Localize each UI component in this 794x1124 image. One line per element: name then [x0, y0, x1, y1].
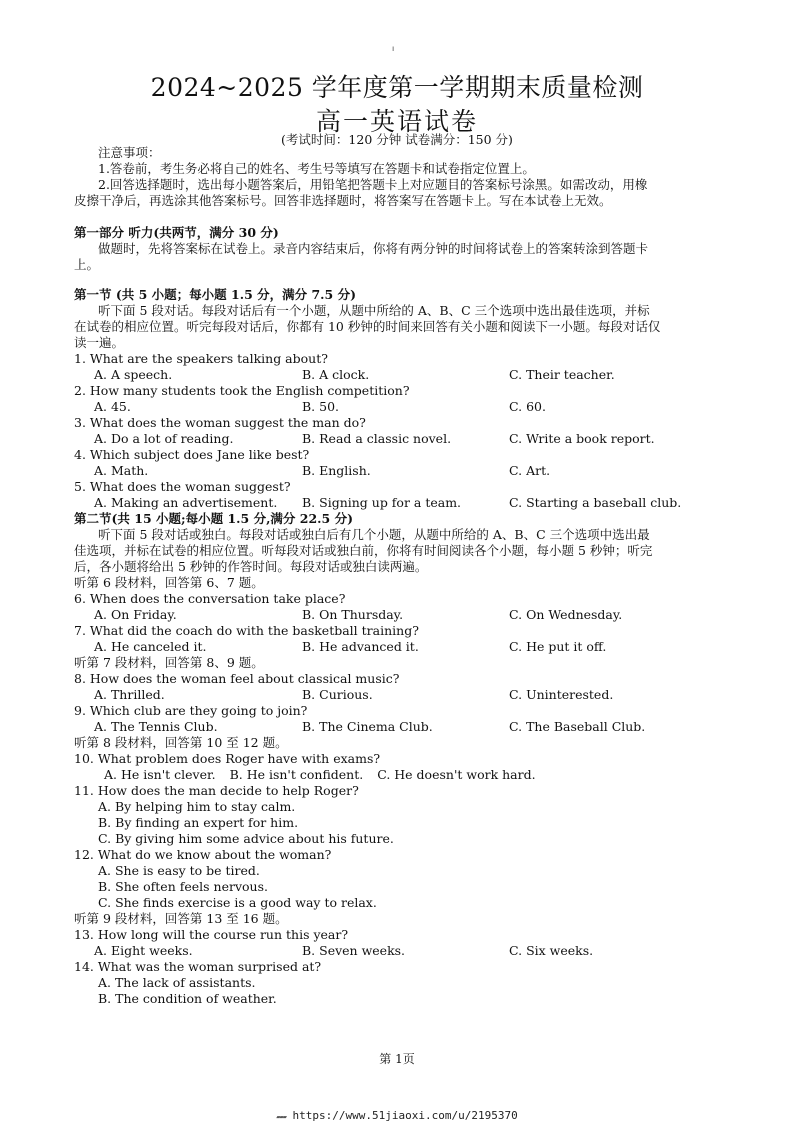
notice-item-2-line-2: 皮擦干净后，再选涂其他答案标号。回答非选择题时，将答案写在答题卡上。写在本试卷上无效。 — [74, 193, 612, 208]
question-stem-14: 14. What was the woman surprised at? — [74, 959, 322, 974]
question-stem-12: 12. What do we know about the woman? — [74, 847, 332, 862]
option-10c: C. He doesn't work hard. — [377, 767, 536, 782]
option-2c: C. 60. — [509, 399, 546, 414]
option-9b: B. The Cinema Club. — [302, 719, 433, 734]
option-9c: C. The Baseball Club. — [509, 719, 646, 734]
question-stem-3: 3. What does the woman suggest the man do? — [74, 415, 366, 430]
option-5a: A. Making an advertisement. — [94, 495, 278, 510]
option-6c: C. On Wednesday. — [509, 607, 623, 622]
question-options-5 — [74, 495, 726, 511]
material-6-instruction: 听第 6 段材料，回答第 6、7 题。 — [74, 575, 264, 590]
option-3b: B. Read a classic novel. — [302, 431, 452, 446]
question-stem-1: 1. What are the speakers talking about? — [74, 351, 328, 366]
option-7c: C. He put it off. — [509, 639, 607, 654]
notice-item-2-line-1: 2.回答选择题时，选出每小题答案后，用铅笔把答题卡上对应题目的答案标号涂黑。如需改动，用橡 — [98, 177, 648, 192]
section2-intro-line-3: 后，各小题将给出 5 秒钟的作答时间。每段对话或独白读两遍。 — [74, 559, 428, 574]
source-url-line — [0, 1109, 794, 1122]
option-12c: C. She finds exercise is a good way to relax. — [98, 895, 377, 910]
notice-heading: 注意事项： — [98, 145, 161, 160]
option-8c: C. Uninterested. — [509, 687, 614, 702]
option-14b: B. The condition of weather. — [98, 991, 277, 1006]
part1-heading: 第一部分 听力(共两节，满分 30 分) — [74, 225, 279, 240]
question-options-13 — [74, 943, 726, 959]
section2-intro-line-1: 听下面 5 段对话或独白。每段对话或独白后有几个小题，从题中所给的 A、B、C 三个选项中选出最 — [98, 527, 650, 542]
option-10b: B. He isn't confident. — [229, 767, 364, 782]
question-stem-10: 10. What problem does Roger have with exams? — [74, 751, 381, 766]
option-3c: C. Write a book report. — [509, 431, 655, 446]
exam-subtitle: 高一英语试卷 — [315, 107, 478, 136]
question-options-1 — [74, 367, 726, 383]
question-options-3 — [74, 431, 726, 447]
option-4b: B. English. — [302, 463, 371, 478]
option-4c: C. Art. — [509, 463, 551, 478]
question-options-7 — [74, 639, 726, 655]
option-1a: A. A speech. — [94, 367, 173, 382]
option-2a: A. 45. — [94, 399, 131, 414]
question-options-9 — [74, 719, 726, 735]
option-9a: A. The Tennis Club. — [94, 719, 218, 734]
option-11c: C. By giving him some advice about his future. — [98, 831, 394, 846]
question-stem-7: 7. What did the coach do with the basketball training? — [74, 623, 419, 638]
option-7a: A. He canceled it. — [94, 639, 207, 654]
question-stem-11: 11. How does the man decide to help Roger? — [74, 783, 359, 798]
section2-intro-line-2: 佳选项，并标在试卷的相应位置。听每段对话或独白前，你将有时间阅读各个小题，每小题 5 秒钟；听完 — [74, 543, 653, 558]
option-8b: B. Curious. — [302, 687, 373, 702]
question-stem-4: 4. Which subject does Jane like best? — [74, 447, 310, 462]
page-number: 第 1页 — [379, 1052, 415, 1066]
material-9-instruction: 听第 9 段材料，回答第 13 至 16 题。 — [74, 911, 288, 926]
option-1b: B. A clock. — [302, 367, 370, 382]
question-stem-8: 8. How does the woman feel about classical music? — [74, 671, 400, 686]
part1-intro-line-2: 上。 — [74, 257, 100, 272]
option-6a: A. On Friday. — [94, 607, 177, 622]
section2-heading: 第二节(共 15 小题;每小题 1.5 分,满分 22.5 分) — [74, 511, 353, 526]
option-14a: A. The lack of assistants. — [98, 975, 256, 990]
option-8a: A. Thrilled. — [94, 687, 165, 702]
top-mark: ı — [392, 44, 395, 53]
source-url[interactable]: https://www.51jiaoxi.com/u/2195370 — [292, 1109, 518, 1122]
question-options-2 — [74, 399, 726, 415]
section1-intro-line-2: 在试卷的相应位置。听完每段对话后，你都有 10 秒钟的时间来回答有关小题和阅读下一小题。每段对话仅 — [74, 319, 661, 334]
question-stem-5: 5. What does the woman suggest? — [74, 479, 291, 494]
option-10a: A. He isn't clever. — [104, 767, 216, 782]
option-2b: B. 50. — [302, 399, 340, 414]
exam-info: (考试时间：120 分钟 试卷满分：150 分) — [281, 132, 513, 147]
question-options-10 — [74, 767, 726, 783]
watermark-logo-icon: ▰▰▰ — [276, 1113, 286, 1121]
question-stem-13: 13. How long will the course run this year? — [74, 927, 349, 942]
notice-item-1: 1.答卷前，考生务必将自己的姓名、考生号等填写在答题卡和试卷指定位置上。 — [98, 161, 535, 176]
question-stem-2: 2. How many students took the English competition? — [74, 383, 410, 398]
section1-intro-line-1: 听下面 5 段对话。每段对话后有一个小题，从题中所给的 A、B、C 三个选项中选出最佳选项，并标 — [98, 303, 650, 318]
option-5c: C. Starting a baseball club. — [509, 495, 682, 510]
option-3a: A. Do a lot of reading. — [94, 431, 234, 446]
exam-title: 2024~2025 学年度第一学期期末质量检测 — [150, 73, 644, 102]
question-options-8 — [74, 687, 726, 703]
section1-heading: 第一节 (共 5 小题；每小题 1.5 分，满分 7.5 分) — [74, 287, 356, 302]
option-13a: A. Eight weeks. — [94, 943, 193, 958]
question-stem-9: 9. Which club are they going to join? — [74, 703, 308, 718]
option-1c: C. Their teacher. — [509, 367, 615, 382]
option-12b: B. She often feels nervous. — [98, 879, 268, 894]
option-11b: B. By finding an expert for him. — [98, 815, 299, 830]
option-6b: B. On Thursday. — [302, 607, 404, 622]
option-12a: A. She is easy to be tired. — [98, 863, 260, 878]
part1-intro-line-1: 做题时，先将答案标在试卷上。录音内容结束后，你将有两分钟的时间将试卷上的答案转涂到答题卡 — [98, 241, 649, 256]
option-4a: A. Math. — [94, 463, 149, 478]
exam-content — [74, 145, 726, 1007]
option-5b: B. Signing up for a team. — [302, 495, 462, 510]
option-13c: C. Six weeks. — [509, 943, 594, 958]
option-7b: B. He advanced it. — [302, 639, 419, 654]
material-7-instruction: 听第 7 段材料，回答第 8、9 题。 — [74, 655, 264, 670]
section1-intro-line-3: 读一遍。 — [74, 335, 125, 350]
question-options-4 — [74, 463, 726, 479]
option-13b: B. Seven weeks. — [302, 943, 406, 958]
question-options-6 — [74, 607, 726, 623]
option-11a: A. By helping him to stay calm. — [98, 799, 296, 814]
question-stem-6: 6. When does the conversation take place? — [74, 591, 346, 606]
material-8-instruction: 听第 8 段材料，回答第 10 至 12 题。 — [74, 735, 288, 750]
